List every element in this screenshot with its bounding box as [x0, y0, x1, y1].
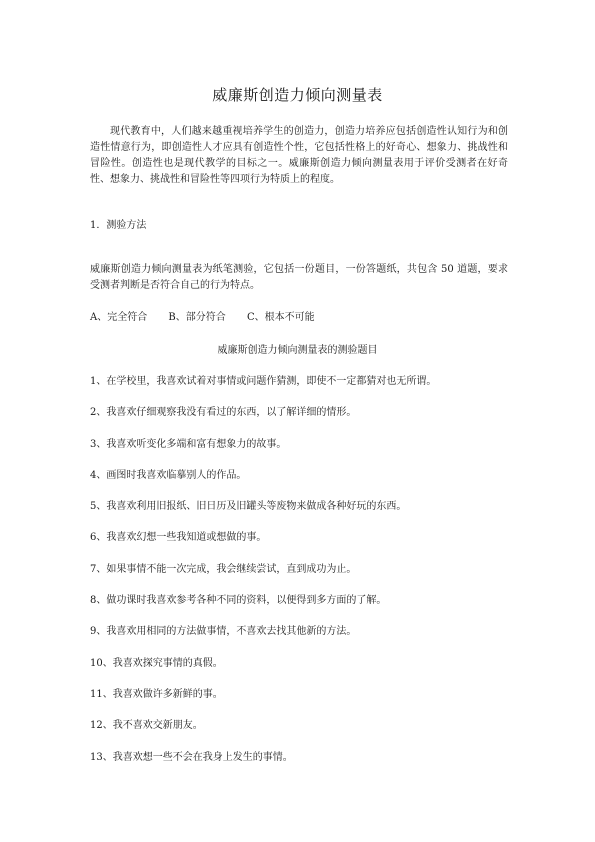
intro-paragraph: 现代教育中，人们越来越重视培养学生的创造力，创造力培养应包括创造性认知行为和创造性情意行为，即创造性人才应具有创造性个性，它包括性格上的好奇心、想象力、挑战性和冒险性。创造性也是现代教学的目标之一。威廉斯创造力倾向测量表用于评价受测者在好奇性、想象力、挑战性和冒险性等四项行为特质上的程度。: [90, 126, 508, 185]
question-item: 2、我喜欢仔细观察我没有看过的东西，以了解详细的情形。: [90, 407, 357, 419]
question-item: 6、我喜欢幻想一些我知道或想做的事。: [90, 532, 267, 544]
option-a: A、完全符合: [90, 312, 148, 323]
section-heading: 1．测验方法: [90, 220, 147, 231]
question-list: [90, 374, 510, 781]
question-item: 1、在学校里，我喜欢试着对事情或问题作猜测，即使不一定都猜对也无所谓。: [90, 376, 437, 387]
question-item: 8、做功课时我喜欢参考各种不同的资料，以便得到多方面的了解。: [90, 595, 387, 607]
method-description: 威廉斯创造力倾向测量表为纸笔测验，它包括一份题目，一份答题纸，共包含 50 道题，要求受测者判断是否符合自己的行为特点。: [90, 264, 508, 291]
question-item: 9、我喜欢用相同的方法做事情，不喜欢去找其他新的方法。: [90, 626, 357, 638]
question-item: 3、我喜欢听变化多端和富有想象力的故事。: [90, 438, 287, 450]
questions-title: 威廉斯创造力倾向测量表的测验题目: [217, 345, 378, 356]
option-b: B、部分符合: [168, 312, 226, 323]
question-item: 10、我喜欢探究事情的真假。: [90, 657, 223, 669]
question-item: 12、我不喜欢交新朋友。: [90, 720, 203, 732]
question-item: 5、我喜欢利用旧报纸、旧日历及旧罐头等废物来做成各种好玩的东西。: [90, 501, 407, 513]
question-item: 4、画图时我喜欢临摹别人的作品。: [90, 469, 247, 481]
question-item: 7、如果事情不能一次完成，我会继续尝试，直到成功为止。: [90, 563, 357, 575]
question-item: 11、我喜欢做许多新鲜的事。: [90, 688, 223, 700]
answer-options: [90, 310, 315, 326]
question-item: 13、我喜欢想一些不会在我身上发生的事情。: [90, 751, 293, 763]
document-title: 威廉斯创造力倾向测量表: [212, 86, 383, 104]
option-c: C、根本不可能: [246, 312, 315, 323]
